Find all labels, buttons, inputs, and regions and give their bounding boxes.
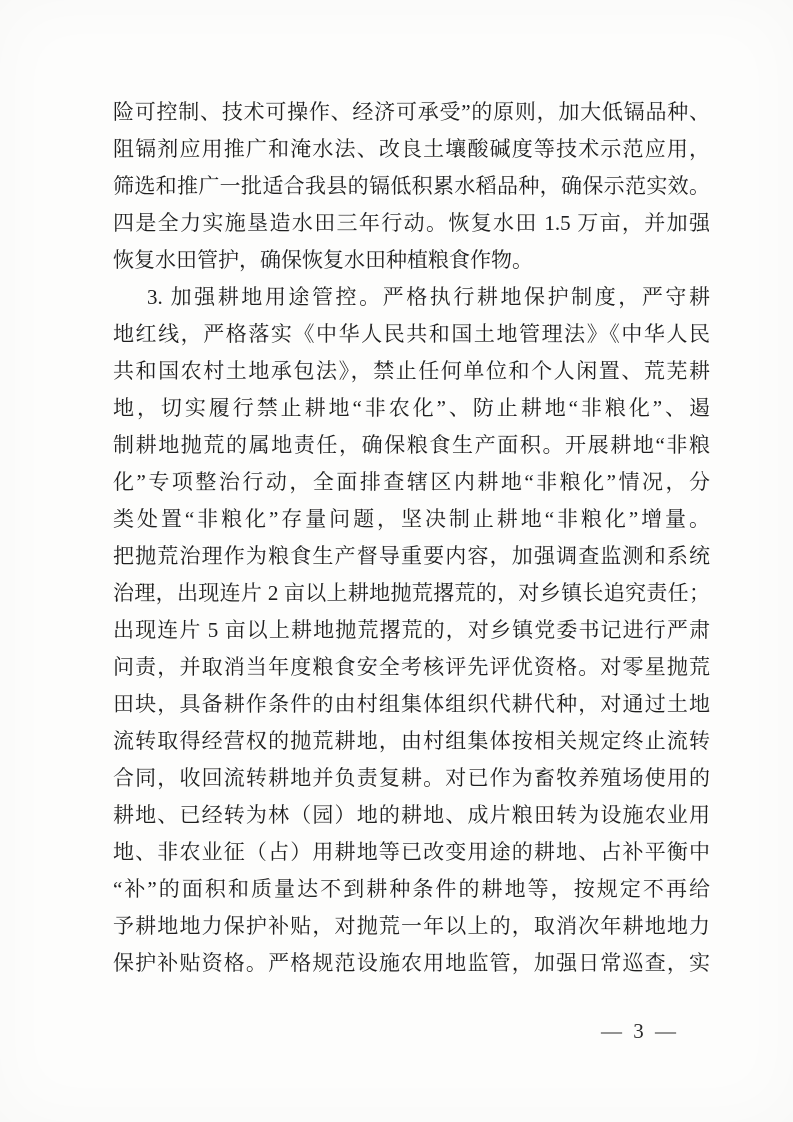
text-line: 出现连片 5 亩以上耕地抛荒撂荒的，对乡镇党委书记进行严肃 [113, 618, 710, 642]
text-line: 地、非农业征（占）用耕地等已改变用途的耕地、占补平衡中 [113, 840, 710, 864]
text-line: 共和国农村土地承包法》，禁止任何单位和个人闲置、荒芜耕 [113, 359, 710, 383]
text-line: 筛选和推广一批适合我县的镉低积累水稻品种，确保示范实效。 [113, 174, 710, 198]
text-line: 合同，收回流转耕地并负责复耕。对已作为畜牧养殖场使用的 [113, 766, 710, 790]
text-line: 治理，出现连片 2 亩以上耕地抛荒撂荒的，对乡镇长追究责任； [113, 581, 710, 605]
text-line: 类处置“非粮化”存量问题，坚决制止耕地“非粮化”增量。 [113, 507, 710, 531]
text-line: 化”专项整治行动，全面排查辖区内耕地“非粮化”情况，分 [113, 470, 710, 494]
text-line: 予耕地地力保护补贴，对抛荒一年以上的，取消次年耕地地力 [113, 914, 710, 938]
text-line: 田块，具备耕作条件的由村组集体组织代耕代种，对通过土地 [113, 692, 710, 716]
text-line: 流转取得经营权的抛荒耕地，由村组集体按相关规定终止流转 [113, 729, 710, 753]
text-line: 地红线，严格落实《中华人民共和国土地管理法》《中华人民 [113, 322, 710, 346]
text-line: 问责，并取消当年度粮食安全考核评先评优资格。对零星抛荒 [113, 655, 710, 679]
document-body [113, 94, 710, 982]
text-line-paragraph-start: 3. 加强耕地用途管控。严格执行耕地保护制度，严守耕 [147, 285, 710, 309]
text-line: 恢复水田管护，确保恢复水田种植粮食作物。 [113, 248, 533, 272]
text-line: 把抛荒治理作为粮食生产督导重要内容，加强调查监测和系统 [113, 544, 710, 568]
text-line: 耕地、已经转为林（园）地的耕地、成片粮田转为设施农业用 [113, 803, 710, 827]
text-line: 四是全力实施垦造水田三年行动。恢复水田 1.5 万亩，并加强 [113, 211, 710, 235]
page-number: — 3 — [601, 1019, 679, 1043]
text-line: 险可控制、技术可操作、经济可承受”的原则，加大低镉品种、 [113, 100, 710, 124]
text-line: 阻镉剂应用推广和淹水法、改良土壤酸碱度等技术示范应用， [113, 137, 710, 161]
text-line: 制耕地抛荒的属地责任，确保粮食生产面积。开展耕地“非粮 [113, 433, 710, 457]
text-line: 地，切实履行禁止耕地“非农化”、防止耕地“非粮化”、遏 [113, 396, 710, 420]
text-line: 保护补贴资格。严格规范设施农用地监管，加强日常巡查，实 [113, 951, 710, 975]
text-line: “补”的面积和质量达不到耕种条件的耕地等，按规定不再给 [113, 877, 710, 901]
